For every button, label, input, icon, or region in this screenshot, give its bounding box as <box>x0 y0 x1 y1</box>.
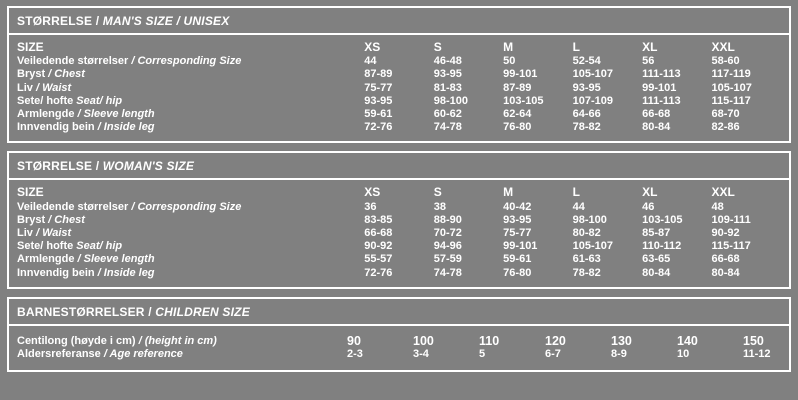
womens-panel-body <box>9 180 789 286</box>
womens-col-m: M <box>503 185 514 200</box>
womens-row-label-en-2: / Waist <box>32 227 72 240</box>
children-row-0-c2: 110 <box>479 333 500 348</box>
mens-title-en: MAN'S SIZE / UNISEX <box>102 14 230 28</box>
womens-row-4-m: 59-61 <box>503 253 532 266</box>
mens-col-s: S <box>433 40 442 54</box>
mens-row-3-xs: 93-95 <box>364 94 393 107</box>
mens-col-m: M <box>503 40 514 54</box>
womens-row-3-xl: 110-112 <box>642 240 682 253</box>
mens-row-0-m: 50 <box>503 55 516 68</box>
womens-row-0-xxl: 48 <box>711 200 724 213</box>
mens-row-3-l: 107-109 <box>572 94 613 107</box>
children-row-0-c0: 90 <box>347 333 361 348</box>
womens-col-xl: XL <box>642 185 658 200</box>
womens-row-2-xs: 66-68 <box>364 227 393 240</box>
mens-row-4-l: 64-66 <box>572 108 601 121</box>
mens-row-2-xl: 99-101 <box>642 81 677 94</box>
womens-row-3-xxl: 115-117 <box>711 240 751 253</box>
mens-row-label-no-2: Liv <box>17 81 33 94</box>
children-title-separator: / <box>144 304 156 319</box>
children-row-1-c1: 3-4 <box>413 348 429 361</box>
mens-title-separator: / <box>92 14 103 28</box>
womens-row-1-xs: 83-85 <box>364 213 393 226</box>
children-row-label-en-0: / (height in cm) <box>135 334 217 347</box>
womens-row-label-5 <box>17 267 364 280</box>
table-row <box>17 121 781 134</box>
children-row-1-c2: 5 <box>479 348 486 361</box>
mens-row-4-xs: 59-61 <box>364 108 393 121</box>
children-row-0-c4: 130 <box>611 333 632 348</box>
mens-row-1-m: 99-101 <box>503 68 538 81</box>
table-row <box>17 267 781 280</box>
womens-row-label-en-4: / Sleeve length <box>74 253 155 266</box>
womens-col-xs: XS <box>364 185 381 200</box>
children-row-0-c1: 100 <box>413 333 434 348</box>
mens-row-5-m: 76-80 <box>503 121 532 134</box>
womens-row-label-en-3: Seat/ hip <box>73 240 123 253</box>
mens-col-l: L <box>572 40 580 54</box>
womens-row-label-en-1: / Chest <box>45 213 85 226</box>
womens-panel-header <box>9 153 789 180</box>
womens-row-3-xs: 90-92 <box>364 240 393 253</box>
womens-row-5-xl: 80-84 <box>642 266 671 279</box>
mens-row-1-l: 105-107 <box>572 68 613 81</box>
mens-row-label-4 <box>17 108 364 121</box>
womens-size-table <box>17 186 781 279</box>
womens-table-header-row <box>17 186 781 200</box>
children-row-label-1 <box>17 348 347 362</box>
mens-row-4-m: 62-64 <box>503 108 532 121</box>
womens-row-0-xl: 46 <box>642 200 655 213</box>
table-row <box>17 240 781 253</box>
mens-col-xs: XS <box>364 40 381 54</box>
womens-row-4-xxl: 66-68 <box>711 253 740 266</box>
womens-row-5-s: 74-78 <box>433 266 462 279</box>
mens-row-label-5 <box>17 121 364 134</box>
womens-row-5-m: 76-80 <box>503 266 532 279</box>
children-row-label-en-1: / Age reference <box>100 348 183 361</box>
womens-row-label-no-5: Innvendig bein <box>17 266 95 279</box>
children-panel-header <box>9 299 789 326</box>
mens-row-0-xs: 44 <box>364 55 377 68</box>
mens-panel-header <box>9 8 789 35</box>
womens-row-label-no-1: Bryst <box>17 213 46 226</box>
table-row <box>17 348 798 362</box>
mens-title-no: STØRRELSE <box>17 14 93 28</box>
mens-col-xl: XL <box>642 40 658 54</box>
mens-size-panel <box>7 6 791 143</box>
womens-row-5-xs: 72-76 <box>364 266 393 279</box>
mens-row-0-l: 52-54 <box>572 55 601 68</box>
womens-row-label-en-5: / Inside leg <box>94 266 155 279</box>
table-row <box>17 201 781 214</box>
mens-row-3-m: 103-105 <box>503 94 544 107</box>
mens-row-4-xl: 66-68 <box>642 108 671 121</box>
mens-row-label-en-3: Seat/ hip <box>73 94 123 107</box>
womens-row-3-m: 99-101 <box>503 240 538 253</box>
mens-size-table <box>17 41 781 134</box>
mens-row-2-l: 93-95 <box>572 81 601 94</box>
womens-title-separator: / <box>92 159 103 174</box>
womens-row-4-s: 57-59 <box>433 253 462 266</box>
womens-row-label-no-2: Liv <box>17 227 33 240</box>
womens-row-label-2 <box>17 227 364 240</box>
children-size-table <box>17 335 798 362</box>
mens-row-label-en-4: / Sleeve length <box>74 108 155 121</box>
mens-row-2-m: 87-89 <box>503 81 532 94</box>
mens-row-label-no-5: Innvendig bein <box>17 121 95 134</box>
womens-col-l: L <box>572 185 580 200</box>
womens-row-label-1 <box>17 214 364 227</box>
womens-col-size: SIZE <box>17 185 44 200</box>
womens-row-2-l: 80-82 <box>572 227 601 240</box>
children-row-1-c5: 10 <box>677 348 690 361</box>
children-row-label-0 <box>17 335 347 349</box>
womens-row-2-s: 70-72 <box>433 227 462 240</box>
mens-row-1-xs: 87-89 <box>364 68 393 81</box>
mens-row-4-s: 60-62 <box>433 108 462 121</box>
table-row <box>17 55 781 68</box>
children-row-1-c4: 8-9 <box>611 348 627 361</box>
womens-row-4-xl: 63-65 <box>642 253 671 266</box>
children-row-0-c5: 140 <box>677 333 698 348</box>
table-row <box>17 253 781 266</box>
children-title-en: CHILDREN SIZE <box>155 304 250 319</box>
womens-row-0-m: 40-42 <box>503 200 532 213</box>
mens-row-5-xs: 72-76 <box>364 121 393 134</box>
mens-row-label-no-1: Bryst <box>17 68 46 81</box>
mens-row-label-no-3: Sete/ hofte <box>17 94 74 107</box>
mens-row-2-s: 81-83 <box>433 81 462 94</box>
womens-row-2-m: 75-77 <box>503 227 532 240</box>
mens-col-xxl: XXL <box>711 40 735 54</box>
womens-row-label-3 <box>17 240 364 253</box>
womens-size-panel <box>7 151 791 288</box>
womens-row-0-l: 44 <box>572 200 585 213</box>
mens-row-2-xs: 75-77 <box>364 81 393 94</box>
mens-table-header-row <box>17 41 781 55</box>
mens-row-label-no-4: Armlengde <box>17 108 75 121</box>
mens-row-5-xl: 80-84 <box>642 121 671 134</box>
womens-row-4-l: 61-63 <box>572 253 601 266</box>
children-title-no: BARNESTØRRELSER <box>17 304 145 319</box>
children-row-0-c6: 150 <box>743 333 764 348</box>
womens-row-label-no-4: Armlengde <box>17 253 75 266</box>
mens-row-4-xxl: 68-70 <box>711 108 740 121</box>
table-row <box>17 335 798 349</box>
mens-row-3-s: 98-100 <box>433 94 468 107</box>
mens-row-label-en-5: / Inside leg <box>94 121 155 134</box>
children-size-panel <box>7 297 791 372</box>
table-row <box>17 82 781 95</box>
womens-row-4-xs: 55-57 <box>364 253 393 266</box>
table-row <box>17 68 781 81</box>
mens-row-1-xl: 111-113 <box>642 68 681 81</box>
womens-row-2-xxl: 90-92 <box>711 227 740 240</box>
womens-row-0-xs: 36 <box>364 200 377 213</box>
table-row <box>17 108 781 121</box>
table-row <box>17 214 781 227</box>
womens-row-label-0 <box>17 201 364 214</box>
womens-row-0-s: 38 <box>433 200 446 213</box>
mens-row-label-2 <box>17 82 364 95</box>
womens-col-s: S <box>433 185 442 200</box>
womens-row-label-no-3: Sete/ hofte <box>17 240 74 253</box>
mens-row-5-s: 74-78 <box>433 121 462 134</box>
mens-row-0-xl: 56 <box>642 55 655 68</box>
table-row <box>17 227 781 240</box>
womens-row-1-s: 88-90 <box>433 213 462 226</box>
womens-row-2-xl: 85-87 <box>642 227 671 240</box>
womens-title-no: STØRRELSE <box>17 159 93 174</box>
womens-row-label-no-0: Veiledende størrelser <box>17 200 129 213</box>
womens-row-5-l: 78-82 <box>572 266 601 279</box>
womens-row-3-s: 94-96 <box>433 240 462 253</box>
mens-row-2-xxl: 105-107 <box>711 81 752 94</box>
mens-row-5-l: 78-82 <box>572 121 601 134</box>
mens-row-label-3 <box>17 95 364 108</box>
mens-row-1-s: 93-95 <box>433 68 462 81</box>
children-row-1-c0: 2-3 <box>347 348 363 361</box>
womens-col-xxl: XXL <box>711 185 735 200</box>
mens-col-size: SIZE <box>17 40 44 54</box>
table-row <box>17 95 781 108</box>
mens-row-3-xxl: 115-117 <box>711 94 751 107</box>
womens-title-en: WOMAN'S SIZE <box>102 159 195 174</box>
mens-row-3-xl: 111-113 <box>642 94 681 107</box>
mens-panel-body <box>9 35 789 141</box>
mens-row-label-en-1: / Chest <box>45 68 85 81</box>
womens-row-3-l: 105-107 <box>572 240 613 253</box>
mens-row-5-xxl: 82-86 <box>711 121 740 134</box>
womens-row-label-4 <box>17 253 364 266</box>
mens-row-label-en-2: / Waist <box>32 81 72 94</box>
children-row-label-no-1: Aldersreferanse <box>17 348 101 361</box>
children-row-1-c6: 11-12 <box>743 348 771 361</box>
mens-row-0-s: 46-48 <box>433 55 462 68</box>
children-row-0-c3: 120 <box>545 333 566 348</box>
mens-row-label-0 <box>17 55 364 68</box>
womens-row-1-l: 98-100 <box>572 213 607 226</box>
mens-row-1-xxl: 117-119 <box>711 68 751 81</box>
mens-row-label-en-0: / Corresponding Size <box>128 55 242 68</box>
children-panel-body <box>9 326 789 370</box>
womens-row-1-xxl: 109-111 <box>711 213 751 226</box>
womens-row-5-xxl: 80-84 <box>711 266 740 279</box>
womens-row-1-xl: 103-105 <box>642 213 683 226</box>
children-row-1-c3: 6-7 <box>545 348 561 361</box>
womens-row-label-en-0: / Corresponding Size <box>128 200 242 213</box>
womens-row-1-m: 93-95 <box>503 213 532 226</box>
mens-row-label-1 <box>17 68 364 81</box>
mens-row-label-no-0: Veiledende størrelser <box>17 55 129 68</box>
mens-row-0-xxl: 58-60 <box>711 55 740 68</box>
children-row-label-no-0: Centilong (høyde i cm) <box>17 334 136 347</box>
